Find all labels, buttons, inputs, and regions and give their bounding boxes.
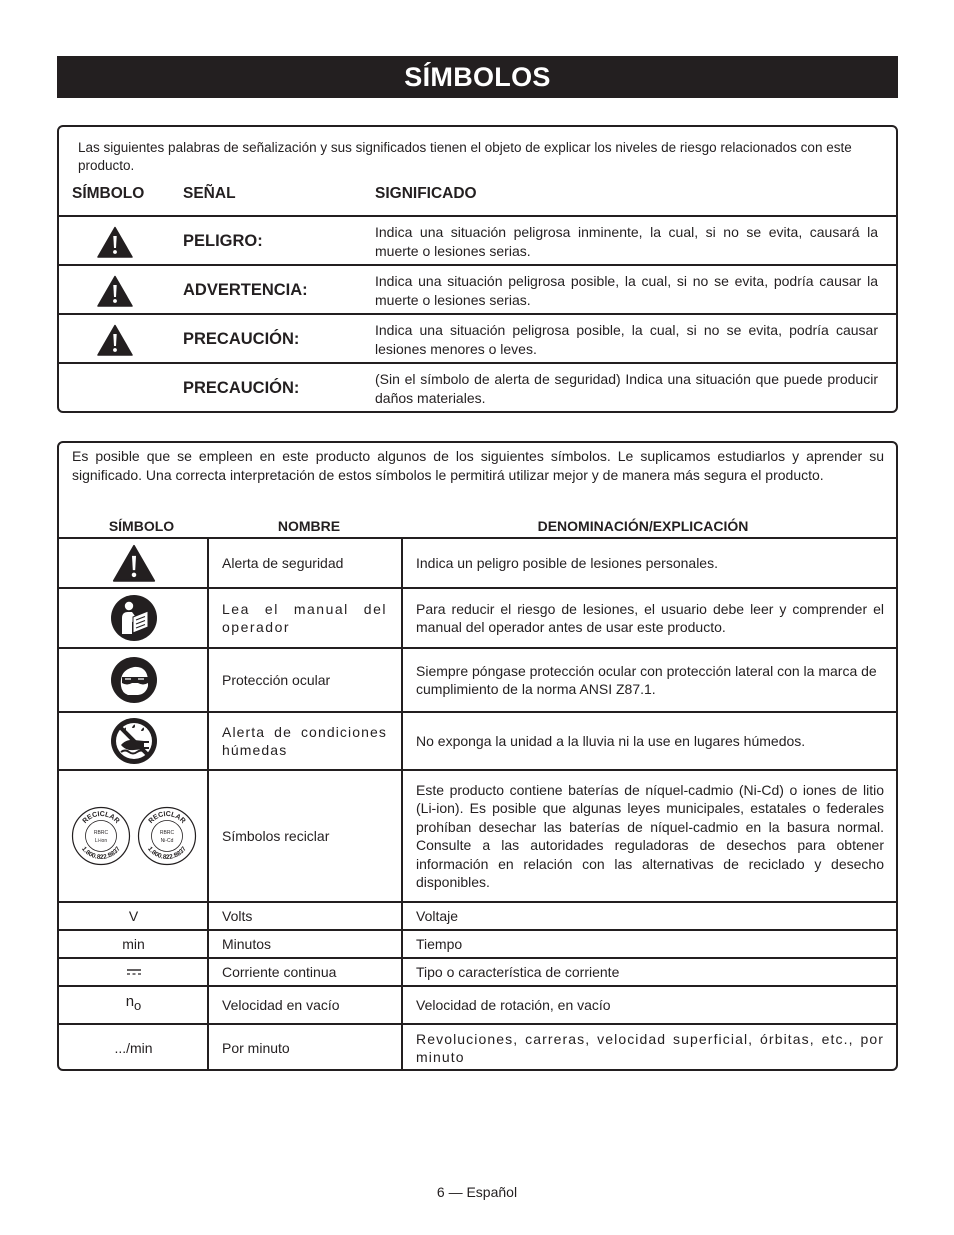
table-row [59, 647, 896, 711]
symbols-intro: Es posible que se empleen en este producto algunos de los siguientes símbolos. Le suplicamos estudiarlos y aprender su significado. Una correcta interpretación de estos símbolos le permitirá utilizar mejor y de manera más segura el producto. [72, 448, 884, 483]
symbol-name: Volts [222, 907, 253, 924]
table-row [59, 537, 896, 587]
svg-text:RECICLAR: RECICLAR [81, 810, 120, 826]
symbol-name: Por minuto [222, 1039, 290, 1056]
table-row [59, 1023, 896, 1071]
symbol-explanation: Velocidad de rotación, en vacío [416, 996, 611, 1013]
warning-triangle-icon [97, 275, 133, 307]
header-symbol: SÍMBOLO [108, 518, 175, 534]
symbol-explanation: Tipo o característica de corriente [416, 963, 620, 980]
symbol-explanation: Este producto contiene baterías de níquel-cadmio (Ni-Cd) o iones de litio (Li-ion). Es posible que algunas leyes municipales, estatales o federales prohíban desechar las baterías de níquel-cadmio en la basura normal. Consulte a las autoridades reguladoras de desechos para obtener información en relación con las alternativas de reciclado y desecho disponibles. [416, 781, 884, 890]
symbol-name: Minutos [222, 935, 272, 952]
table-row [59, 957, 896, 985]
symbol-explanation: Revoluciones, carreras, velocidad superficial, órbitas, etc., por minuto [416, 1030, 884, 1065]
symbol-name: Lea el manual del operador [222, 600, 387, 635]
signal-word: ADVERTENCIA: [183, 281, 308, 299]
signal-row [59, 362, 896, 413]
symbol-text: min [122, 936, 145, 952]
recycle-seal-icon [137, 806, 197, 866]
warning-triangle-icon [97, 324, 133, 356]
signal-meaning: Indica una situación peligrosa posible, la cual, si no se evita, podría causar la muerte o lesiones serias. [375, 273, 878, 308]
read-manual-icon [110, 594, 158, 642]
symbol-explanation: Tiempo [416, 935, 463, 952]
symbol-explanation: Para reducir el riesgo de lesiones, el usuario debe leer y comprender el manual del operador antes de usar este producto. [416, 600, 884, 635]
symbol-explanation: No exponga la unidad a la lluvia ni la use en lugares húmedos. [416, 732, 806, 749]
warning-triangle-icon [97, 226, 133, 258]
symbol-text: .../min [114, 1040, 153, 1056]
signal-meaning: (Sin el símbolo de alerta de seguridad) Indica una situación que puede producir daños materiales. [375, 371, 878, 406]
symbol-name: Símbolos reciclar [222, 827, 330, 844]
recycle-seal-icon [71, 806, 131, 866]
svg-text:Li-ion: Li-ion [94, 838, 107, 844]
symbol-name: Alerta de seguridad [222, 554, 344, 571]
eye-protection-icon [110, 656, 158, 704]
header-explanation: DENOMINACIÓN/EXPLICACIÓN [537, 518, 749, 534]
page-footer: 6 — Español [436, 1184, 518, 1200]
symbol-name: Velocidad en vacío [222, 996, 340, 1013]
table-row [59, 929, 896, 957]
header-symbol: SÍMBOLO [72, 185, 145, 202]
symbol-explanation: Voltaje [416, 907, 459, 924]
page-title: SÍMBOLOS [57, 56, 898, 98]
direct-current-icon [126, 968, 142, 976]
header-signal: SEÑAL [183, 185, 236, 202]
table-row [59, 985, 896, 1023]
svg-text:RBRC: RBRC [159, 830, 174, 836]
svg-text:1.800.822.8837: 1.800.822.8837 [79, 845, 122, 862]
no-load-speed-symbol: $n_o$ [125, 993, 142, 1013]
table-row [59, 901, 896, 929]
signal-word: PRECAUCIÓN: [183, 379, 300, 397]
symbol-name: Alerta de condiciones húmedas [222, 723, 387, 758]
signal-meaning: Indica una situación peligrosa inminente, la cual, si no se evita, causará la muerte o lesiones serias. [375, 224, 878, 259]
svg-text:1.800.822.8837: 1.800.822.8837 [145, 845, 188, 862]
symbol-text: V [128, 908, 139, 924]
symbol-name: Protección ocular [222, 671, 331, 688]
table-row [59, 769, 896, 901]
signal-row [59, 215, 896, 266]
svg-text:RBRC: RBRC [93, 830, 108, 836]
svg-text:Ni-Cd: Ni-Cd [160, 838, 173, 844]
wet-conditions-icon [110, 717, 158, 765]
symbol-name: Corriente continua [222, 963, 337, 980]
signal-meaning: Indica una situación peligrosa posible, la cual, si no se evita, podría causar lesiones menores o leves. [375, 322, 878, 357]
signal-words-panel [57, 125, 898, 413]
signal-intro: Las siguientes palabras de señalización y sus significados tienen el objeto de explicar los niveles de riesgo relacionados con este producto. [78, 140, 852, 173]
header-meaning: SIGNIFICADO [375, 185, 477, 202]
table-row [59, 711, 896, 769]
header-name: NOMBRE [277, 518, 341, 534]
signal-row [59, 313, 896, 364]
symbols-panel [57, 441, 898, 1071]
svg-text:RECICLAR: RECICLAR [147, 810, 186, 826]
symbol-explanation: Indica un peligro posible de lesiones personales. [416, 554, 718, 571]
signal-row [59, 264, 896, 315]
symbol-explanation: Siempre póngase protección ocular con protección lateral con la marca de cumplimiento de la norma ANSI Z87.1. [416, 662, 877, 697]
table-row [59, 587, 896, 647]
signal-word: PELIGRO: [183, 232, 263, 250]
warning-triangle-icon [112, 544, 156, 582]
signal-word: PRECAUCIÓN: [183, 330, 300, 348]
